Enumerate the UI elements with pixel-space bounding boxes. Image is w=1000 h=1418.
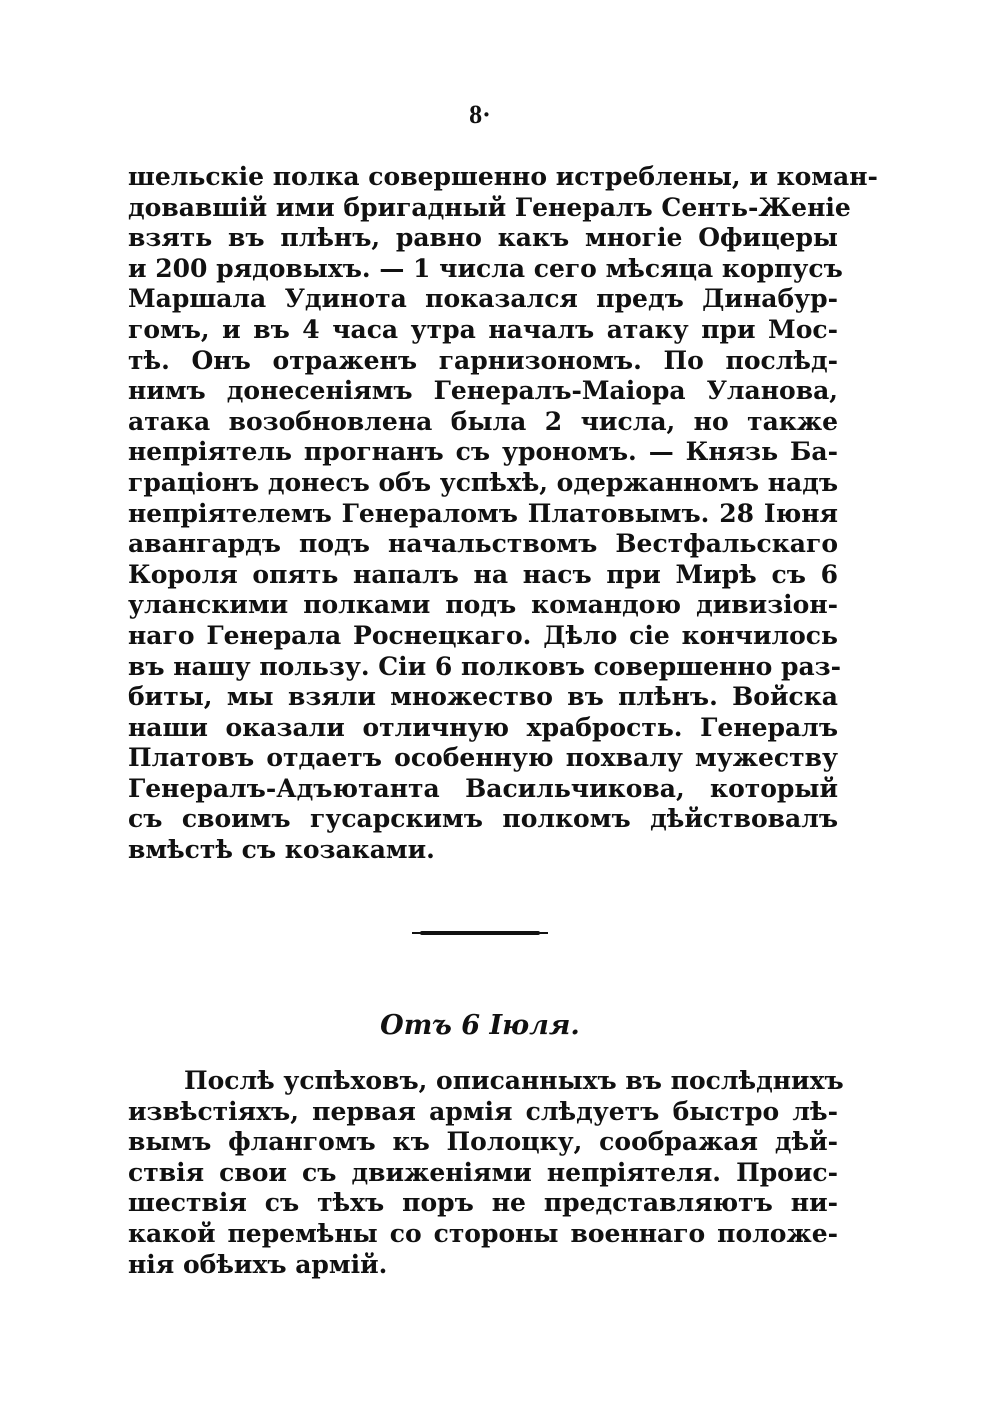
text-line: извѣстіяхъ, первая армія слѣдуетъ быстро лѣ- (128, 1096, 838, 1126)
text-line: вмѣстѣ съ козаками. (128, 835, 435, 865)
page-number: 8· (469, 100, 491, 129)
text-line: шельскіе полка совершенно истреблены, и коман- (128, 162, 878, 191)
text-line: взять въ плѣнъ, равно какъ многіе Офицеры (128, 223, 838, 253)
paragraph-1 (128, 162, 878, 866)
text-line: биты, мы взяли множество въ плѣнъ. Войска (128, 682, 838, 712)
section-date-heading: Отъ 6 Іюля. (380, 1010, 580, 1041)
text-line: довавшій ими бригадный Генералъ Сенть-Женіе (128, 192, 851, 222)
text-line: гомъ, и въ 4 часа утра началъ атаку при Мос- (128, 314, 838, 344)
text-line: атака возобновлена была 2 числа, но также (128, 406, 838, 436)
text-line: Послѣ успѣховъ, описанныхъ въ послѣднихъ (184, 1066, 844, 1095)
text-line: граціонъ донесъ объ успѣхѣ, одержанномъ надъ (128, 467, 839, 497)
text-line: вымъ флангомъ къ Полоцку, соображая дѣй- (128, 1127, 838, 1157)
text-line: Короля опять напалъ на насъ при Мирѣ съ 6 (128, 559, 838, 589)
text-line: нимъ донесеніямъ Генералъ-Маіора Уланова, (128, 376, 838, 406)
text-line: ствія свои съ движеніями непріятеля. Проис- (128, 1157, 838, 1187)
text-line: непріятель прогнанъ съ урономъ. — Князь Ба- (128, 437, 838, 467)
text-line: какой перемѣны со стороны военнаго положе- (128, 1218, 838, 1248)
text-line: тѣ. Онъ отраженъ гарнизономъ. По послѣд- (128, 345, 838, 375)
text-line: Генералъ-Адъютанта Васильчикова, который (128, 773, 838, 803)
text-line: уланскими полками подъ командою дивизіон- (128, 590, 838, 620)
text-line: авангардъ подъ начальствомъ Вестфальскаго (128, 529, 838, 559)
text-line: Платовъ отдаетъ особенную похвалу мужеству (128, 743, 838, 773)
text-line: и 200 рядовыхъ. — 1 числа сего мѣсяца корпусъ (128, 253, 843, 283)
text-line: шествія съ тѣхъ поръ не представляютъ ни- (128, 1188, 838, 1218)
section-divider (420, 931, 540, 935)
text-line: наши оказали отличную храбрость. Генералъ (128, 712, 838, 742)
text-line: Маршала Удинота показался предъ Динабур- (128, 284, 838, 314)
text-line: наго Генерала Роснецкаго. Дѣло сіе кончилось (128, 620, 838, 650)
text-line: непріятелемъ Генераломъ Платовымъ. 28 Іюня (128, 498, 838, 528)
text-line: нія обѣихъ армій. (128, 1249, 388, 1279)
paragraph-2 (128, 1066, 844, 1280)
text-line: съ своимъ гусарскимъ полкомъ дѣйствовалъ (128, 804, 838, 834)
text-line: въ нашу пользу. Сіи 6 полковъ совершенно раз- (128, 651, 841, 681)
